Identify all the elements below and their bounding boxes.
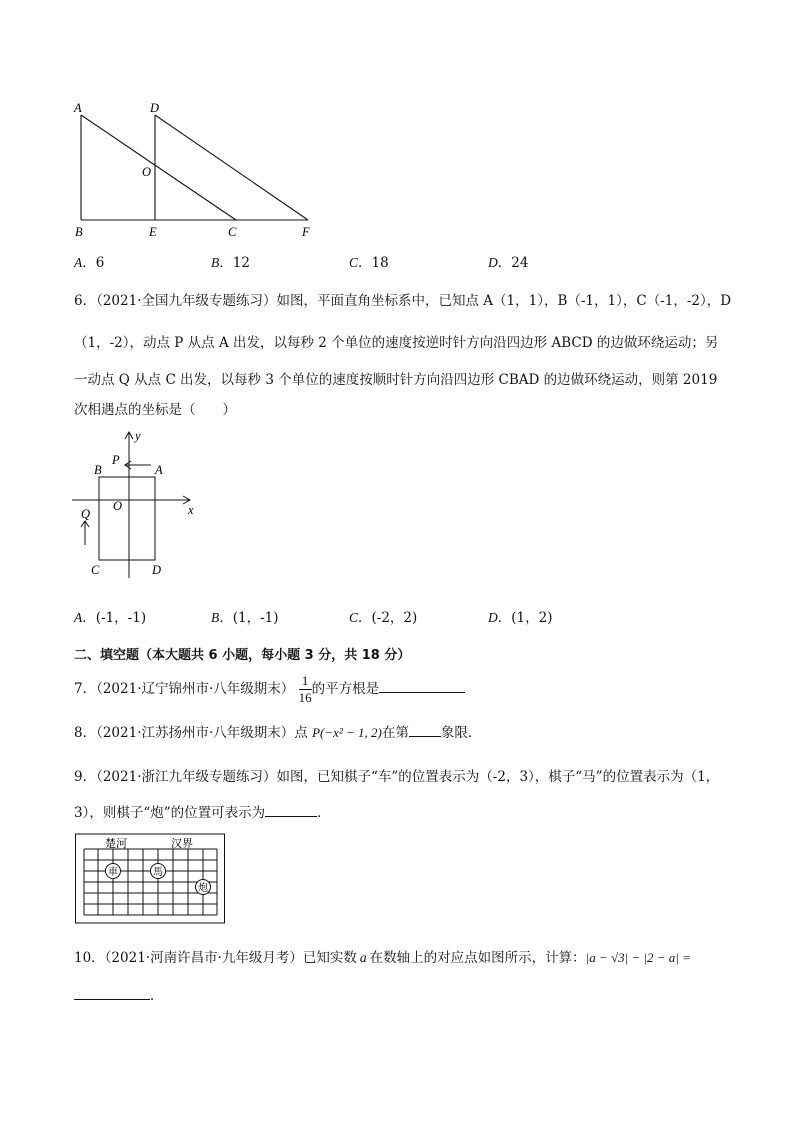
q5-option-b: B．12 — [211, 255, 250, 271]
label-o: O — [142, 165, 152, 179]
label-c: C — [91, 563, 100, 577]
label-f: F — [302, 225, 310, 239]
label-b: B — [94, 463, 102, 477]
q10-expression: |a − √3| − |2 − a| = — [585, 950, 691, 965]
q10-answer-blank[interactable] — [74, 987, 150, 1000]
label-b: B — [75, 225, 83, 239]
river-right-label: 汉界 — [171, 837, 193, 850]
q7-prefix: 7．（2021·辽宁锦州市·八年级期末） — [74, 681, 295, 697]
river-left-label: 楚河 — [105, 837, 127, 850]
segment-df — [155, 115, 308, 220]
q10-line2: ． — [74, 984, 164, 1004]
q6-option-b: B．(1，-1) — [211, 610, 279, 626]
q10-var: a — [359, 950, 367, 965]
q6-line4: 次相遇点的坐标是（ ） — [74, 402, 236, 418]
q8-suffix1: 在第 — [381, 725, 409, 741]
q8-answer-blank[interactable] — [409, 724, 441, 737]
q8 — [74, 721, 481, 741]
q10-line1: 10．（2021·河南许昌市·九年级月考）已知实数 a 在数轴上的对应点如图所示，计算：|a − √3| − |2 − a| = — [74, 950, 691, 966]
label-x: x — [188, 503, 194, 517]
q8-math: P(−x² − 1, 2) — [312, 725, 382, 740]
q6-option-d: D．(1，2) — [488, 610, 553, 626]
piece-che — [106, 864, 121, 879]
rectangle-abcd — [99, 477, 155, 560]
q7-suffix: 的平方根是 — [311, 681, 380, 697]
label-y: y — [135, 429, 141, 443]
q6-line3: 一动点 Q 从点 C 出发，以每秒 3 个单位的速度按顺时针方向沿四边形 CBAD 的边做环绕运动，则第 2019 — [74, 372, 718, 388]
q8-suffix2: 象限． — [440, 725, 482, 741]
label-q: Q — [81, 507, 91, 521]
label-e: E — [149, 225, 157, 239]
section-title: 二、填空题（本大题共 6 小题，每小题 3 分，共 18 分） — [74, 648, 411, 663]
q9-line2: 3），则棋子“炮”的位置可表示为 ． — [74, 805, 331, 821]
q7-answer-blank[interactable] — [379, 680, 465, 693]
label-o: O — [113, 499, 123, 513]
q5-option-c: C．18 — [349, 255, 389, 271]
q9-answer-blank[interactable] — [265, 804, 317, 817]
q9-line1: 9．（2021·浙江九年级专题练习）如图，已知棋子“车”的位置表示为（-2，3），棋子“马”的位置表示为（1， — [74, 769, 720, 785]
label-d: D — [150, 101, 160, 115]
label-c: C — [228, 225, 237, 239]
q6-line1: 6．（2021·全国九年级专题练习）如图，平面直角坐标系中，已知点 A（1，1），B（-1，1），C（-1，-2），D — [74, 293, 732, 309]
label-d: D — [152, 563, 162, 577]
chess-board-figure — [74, 832, 226, 926]
svg-text:車: 車 — [108, 867, 118, 878]
svg-text:炮: 炮 — [198, 883, 208, 894]
segment-ac — [81, 115, 236, 220]
q6-option-a: A．(-1，-1) — [74, 610, 147, 626]
piece-pao — [196, 880, 211, 895]
label-a: A — [74, 101, 82, 115]
q6-option-c: C．(-2，2) — [349, 610, 418, 626]
q7-fraction: $\frac{1}{16}$ — [298, 673, 312, 705]
q8-prefix: 8．（2021·江苏扬州市·八年级期末）点 — [74, 725, 308, 741]
label-a: A — [155, 463, 163, 477]
coordinate-figure — [66, 424, 206, 584]
svg-text:馬: 馬 — [153, 867, 163, 878]
label-p: P — [112, 453, 120, 467]
q5-option-a: A．6 — [74, 255, 105, 271]
piece-ma — [151, 864, 166, 879]
triangles-figure — [60, 96, 330, 244]
q6-line2: （1，-2），动点 P 从点 A 出发，以每秒 2 个单位的速度按逆时针方向沿四边形 ABCD 的边做环绕运动；另 — [74, 335, 719, 351]
q5-option-d: D．24 — [488, 255, 529, 271]
q7 — [74, 672, 465, 706]
